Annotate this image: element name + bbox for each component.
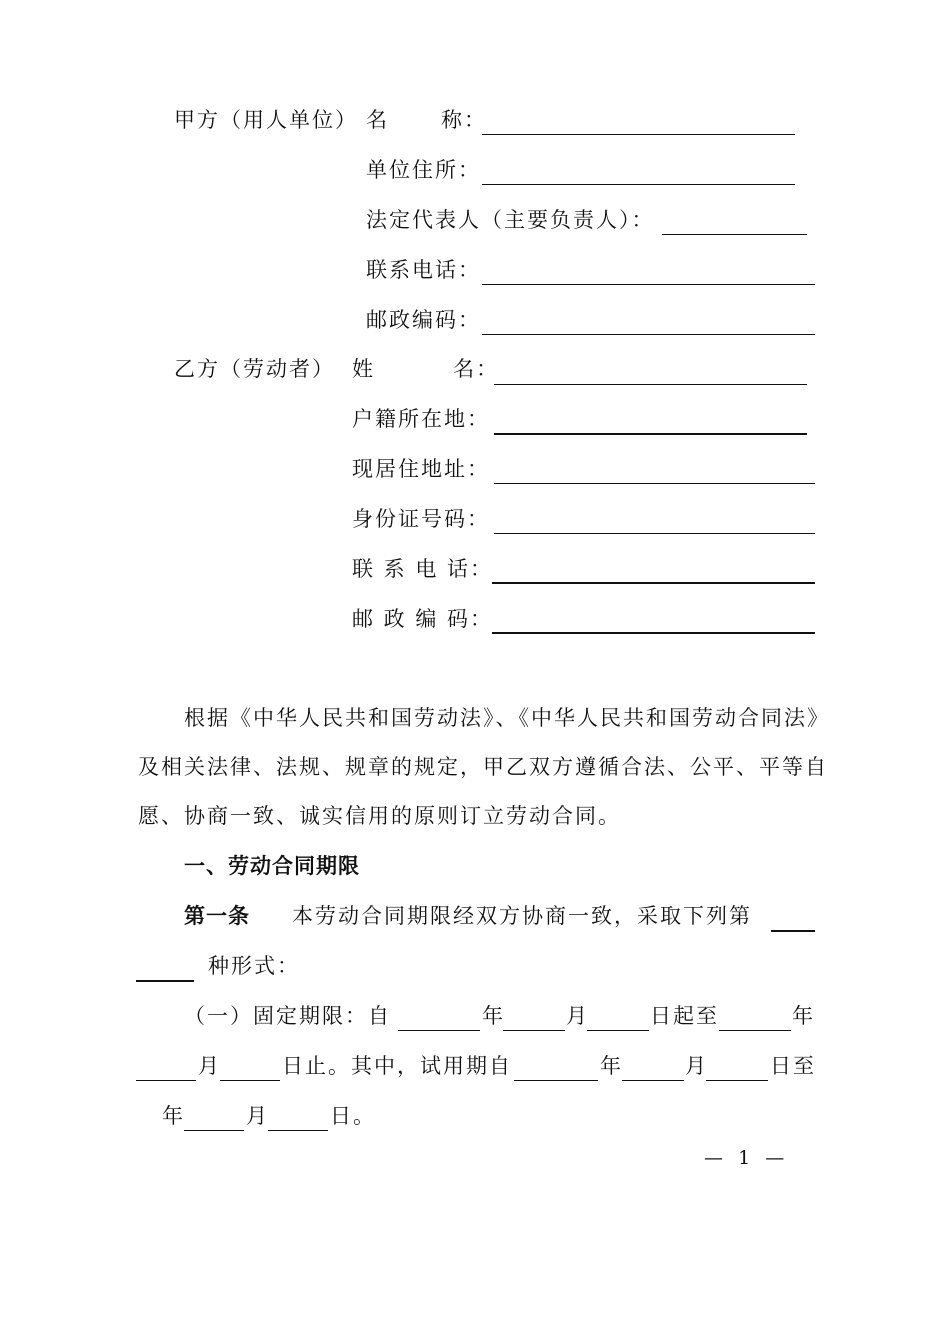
party-a-name-label: 名 称： <box>366 108 488 132</box>
party-b-hukou-field[interactable] <box>494 433 807 435</box>
clause1-label: （一）固定期限：自 <box>184 1004 391 1028</box>
start-year-field[interactable] <box>398 1030 480 1031</box>
probation-start-year-field[interactable] <box>514 1080 598 1081</box>
article1-choice-field-a[interactable] <box>771 930 815 932</box>
party-a-address-label: 单位住所： <box>366 158 481 182</box>
year-label: 年 <box>162 1104 185 1128</box>
party-b-phone-field[interactable] <box>492 582 815 584</box>
intro-paragraph <box>138 694 828 841</box>
probation-start-day-field[interactable] <box>706 1080 768 1081</box>
party-b-id-field[interactable] <box>494 533 815 534</box>
day-period-label: 日。 <box>330 1104 376 1128</box>
party-a-phone-field[interactable] <box>482 284 815 285</box>
party-b-postcode-label: 邮 政 编 码： <box>352 607 494 631</box>
day-end-label: 日止。其中，试用期自 <box>282 1054 512 1078</box>
month-label: 月 <box>246 1104 269 1128</box>
probation-end-day-field[interactable] <box>268 1130 328 1131</box>
party-a-postcode-field[interactable] <box>482 334 815 335</box>
end-year-field[interactable] <box>719 1030 791 1031</box>
month-label: 月 <box>685 1054 708 1078</box>
day-to-label: 日至 <box>770 1054 816 1078</box>
page-number: — 1 — <box>704 1147 786 1169</box>
party-a-name-field[interactable] <box>482 134 795 135</box>
party-a-rep-label: 法定代表人（主要负责人）： <box>366 208 655 232</box>
party-b-id-label: 身份证号码： <box>352 507 490 531</box>
probation-end-month-field[interactable] <box>184 1130 244 1131</box>
party-a-address-field[interactable] <box>482 184 795 185</box>
intro-text: 根据《中华人民共和国劳动法》、《中华人民共和国劳动合同法》及相关法律、法规、规章的规定，甲乙双方遵循合法、公平、平等自愿、协商一致、诚实信用的原则订立劳动合同。 <box>138 706 828 828</box>
party-b-phone-label: 联 系 电 话： <box>352 557 494 581</box>
party-b-postcode-field[interactable] <box>492 632 815 634</box>
article1-choice-field-b[interactable] <box>136 980 194 982</box>
month-label: 月 <box>198 1054 221 1078</box>
party-b-hukou-label: 户籍所在地： <box>352 407 490 431</box>
probation-start-month-field[interactable] <box>622 1080 684 1081</box>
year-label: 年 <box>482 1004 505 1028</box>
end-month-field[interactable] <box>136 1080 196 1081</box>
month-label: 月 <box>566 1004 589 1028</box>
article1-text: 本劳动合同期限经双方协商一致，采取下列第 <box>292 904 752 928</box>
day-from-label: 日起至 <box>650 1004 719 1028</box>
party-b-residence-label: 现居住地址： <box>352 457 490 481</box>
year-label: 年 <box>600 1054 623 1078</box>
start-day-field[interactable] <box>587 1030 649 1031</box>
article1-title: 第一条 <box>184 904 250 928</box>
start-month-field[interactable] <box>503 1030 565 1031</box>
party-a-heading: 甲方（用人单位） <box>174 108 358 132</box>
section1-title: 一、劳动合同期限 <box>184 854 360 878</box>
party-b-heading: 乙方（劳动者） <box>174 357 335 381</box>
party-a-postcode-label: 邮政编码： <box>366 308 481 332</box>
party-b-name-label: 姓 名： <box>352 357 500 381</box>
party-a-rep-field[interactable] <box>662 234 807 235</box>
end-day-field[interactable] <box>220 1080 280 1081</box>
year-label: 年 <box>792 1004 815 1028</box>
party-b-residence-field[interactable] <box>494 483 815 484</box>
article1-form-text: 种形式： <box>208 954 300 978</box>
party-a-phone-label: 联系电话： <box>366 258 481 282</box>
party-b-name-field[interactable] <box>494 384 807 385</box>
